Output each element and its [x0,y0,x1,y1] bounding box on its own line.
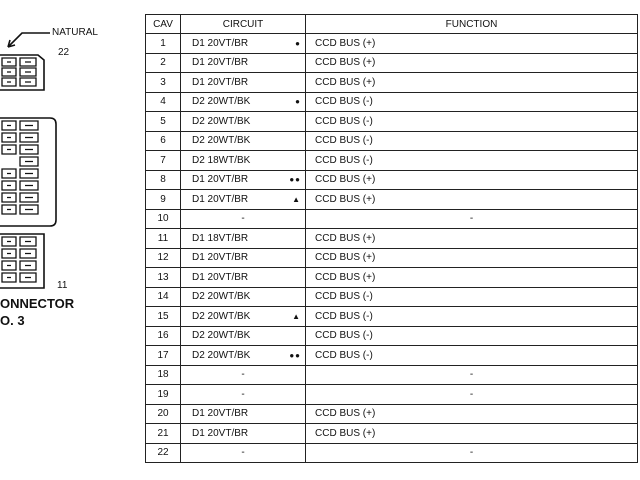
cav-cell: 4 [146,92,181,112]
cavity-cell [2,121,16,130]
table-row [146,424,638,444]
function-cell: - [306,209,638,229]
cav-cell: 9 [146,190,181,210]
cavity-cell [20,249,36,258]
cavity-cell [2,78,16,86]
circuit-code: D1 20VT/BR [192,37,249,49]
circuit-cell [181,229,306,249]
cavity-cell [20,78,36,86]
table-row [146,229,638,249]
cavity-cell [20,261,36,270]
function-cell: CCD BUS (-) [306,92,638,112]
function-cell: - [306,385,638,405]
cavity-cell [2,58,16,66]
cav-cell: 21 [146,424,181,444]
table-row [146,385,638,405]
cavity-cell [2,249,16,258]
circuit-cell [181,92,306,112]
cavity-cell [20,145,38,154]
table-row [146,248,638,268]
circuit-code: D2 20WT/BK [192,96,251,108]
cav-cell: 16 [146,326,181,346]
circuit-code: D2 20WT/BK [192,330,251,342]
circuit-code: D2 18WT/BK [192,154,251,166]
cavity-cell [20,121,38,130]
table-row [146,190,638,210]
circuit-cell [181,268,306,288]
function-cell: CCD BUS (-) [306,346,638,366]
cavity-cell [20,169,38,178]
circuit-marker: ●● [289,175,301,185]
cavity-cell [20,237,36,246]
circuit-marker: ●● [289,350,301,360]
cav-cell: 22 [146,443,181,463]
pin-22-label: 22 [58,47,70,58]
circuit-cell [181,326,306,346]
cav-cell: 1 [146,34,181,54]
function-cell: CCD BUS (-) [306,151,638,171]
circuit-cell [181,170,306,190]
cav-cell: 5 [146,112,181,132]
function-cell: CCD BUS (+) [306,190,638,210]
circuit-marker: ▲ [292,194,301,204]
circuit-cell [181,346,306,366]
function-cell: CCD BUS (-) [306,131,638,151]
connector-diagram [0,0,140,480]
function-cell: CCD BUS (-) [306,326,638,346]
cavity-cell [2,145,16,154]
circuit-code: D2 20WT/BK [192,135,251,147]
table-row [146,326,638,346]
table-row [146,53,638,73]
cavity-cell [2,273,16,282]
cavity-cell [20,157,38,166]
cavity-cell [2,193,16,202]
cav-cell: 3 [146,73,181,93]
table-row [146,268,638,288]
cavity-cell [20,58,36,66]
cav-cell: 10 [146,209,181,229]
cav-cell: 18 [146,365,181,385]
cav-cell: 6 [146,131,181,151]
circuit-code: D2 20WT/BK [192,310,251,322]
cav-cell: 19 [146,385,181,405]
cav-cell: 11 [146,229,181,249]
table-header-row [146,15,638,34]
table-row [146,307,638,327]
circuit-cell [181,424,306,444]
cavity-cell [2,181,16,190]
cavity-cell [2,261,16,270]
function-cell: - [306,443,638,463]
cav-cell: 17 [146,346,181,366]
function-cell: CCD BUS (-) [306,307,638,327]
function-cell: CCD BUS (+) [306,404,638,424]
cavity-cell [20,68,36,76]
circuit-code: D1 20VT/BR [192,252,249,264]
circuit-code: D1 20VT/BR [192,427,249,439]
cavity-cell [2,205,16,214]
header-function: FUNCTION [306,15,638,34]
cavity-cell [20,193,38,202]
function-cell: - [306,365,638,385]
function-cell: CCD BUS (+) [306,53,638,73]
header-circuit: CIRCUIT [181,15,306,34]
circuit-marker: ▲ [292,311,301,321]
cav-cell: 14 [146,287,181,307]
cav-cell: 20 [146,404,181,424]
cav-cell: 7 [146,151,181,171]
circuit-cell [181,53,306,73]
cav-cell: 12 [146,248,181,268]
table-row [146,112,638,132]
circuit-cell [181,404,306,424]
function-cell: CCD BUS (+) [306,248,638,268]
pinout-table [145,14,638,463]
function-cell: CCD BUS (-) [306,112,638,132]
circuit-code: D2 20WT/BK [192,291,251,303]
connector-outline-drawing [0,0,140,480]
table-row [146,287,638,307]
cavity-cell [20,181,38,190]
circuit-code: D1 20VT/BR [192,408,249,420]
circuit-cell [181,112,306,132]
circuit-cell [181,151,306,171]
table-row [146,151,638,171]
circuit-cell [181,34,306,54]
table-row [146,443,638,463]
function-cell: CCD BUS (+) [306,170,638,190]
connector-number: O. 3 [0,313,25,328]
table-row [146,92,638,112]
circuit-code: D2 20WT/BK [192,115,251,127]
circuit-cell: - [181,385,306,405]
cavity-cell [2,68,16,76]
function-cell: CCD BUS (-) [306,287,638,307]
cav-cell: 8 [146,170,181,190]
circuit-cell: - [181,365,306,385]
circuit-cell [181,73,306,93]
table-row [146,346,638,366]
function-cell: CCD BUS (+) [306,424,638,444]
cavity-cell [20,133,38,142]
circuit-code: D1 20VT/BR [192,57,249,69]
table-row [146,34,638,54]
circuit-marker: ● [295,97,301,107]
table-row [146,170,638,190]
circuit-code: D2 20WT/BK [192,349,251,361]
circuit-cell [181,131,306,151]
cavity-cell [2,237,16,246]
circuit-cell: - [181,209,306,229]
header-cav: CAV [146,15,181,34]
cav-cell: 13 [146,268,181,288]
cav-cell: 15 [146,307,181,327]
table-row [146,73,638,93]
circuit-cell [181,307,306,327]
table-row [146,404,638,424]
function-cell: CCD BUS (+) [306,268,638,288]
circuit-code: D1 20VT/BR [192,174,249,186]
cavity-cell [2,169,16,178]
circuit-code: D1 20VT/BR [192,76,249,88]
table-row [146,209,638,229]
circuit-code: D1 18VT/BR [192,232,249,244]
function-cell: CCD BUS (+) [306,229,638,249]
table-row [146,131,638,151]
cavity-cell [20,273,36,282]
natural-color-label: NATURAL [52,27,98,38]
circuit-code: D1 20VT/BR [192,193,249,205]
circuit-cell: - [181,443,306,463]
cavity-cell [2,133,16,142]
function-cell: CCD BUS (+) [306,73,638,93]
function-cell: CCD BUS (+) [306,34,638,54]
circuit-cell [181,190,306,210]
cavity-cell [20,205,38,214]
table-row [146,365,638,385]
circuit-code: D1 20VT/BR [192,271,249,283]
circuit-marker: ● [295,38,301,48]
connector-title: ONNECTOR [0,296,75,311]
circuit-cell [181,248,306,268]
circuit-cell [181,287,306,307]
pin-11-label: 11 [57,280,68,291]
cav-cell: 2 [146,53,181,73]
